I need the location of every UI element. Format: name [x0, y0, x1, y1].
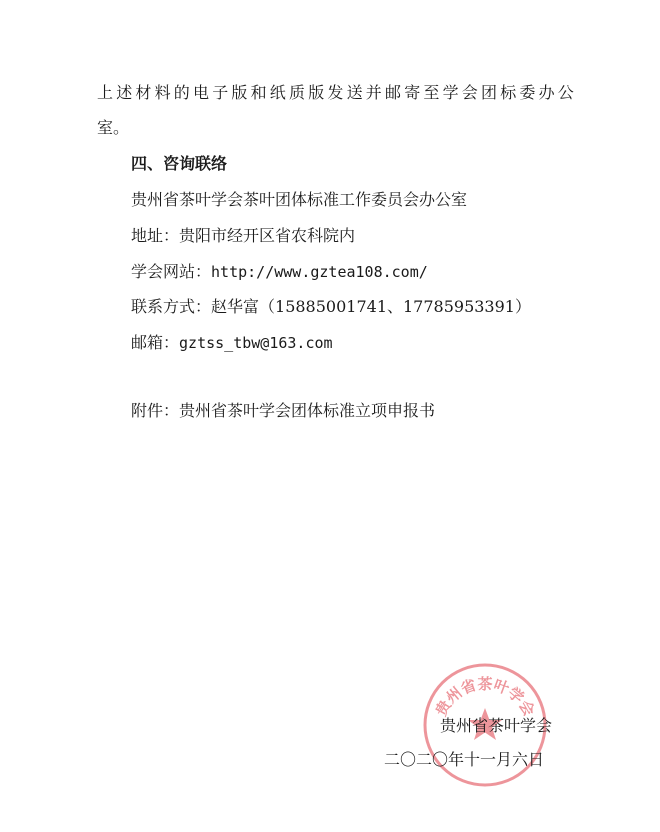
- email-line: [131, 332, 333, 354]
- paragraph-line-1: 上述材料的电子版和纸质版发送并邮寄至学会团标委办公: [97, 83, 578, 102]
- contact-value: 赵华富（15885001741、17785953391）: [211, 297, 531, 316]
- seal-text: 贵州省茶叶学会: [431, 675, 539, 720]
- email-label: 邮箱：: [131, 333, 180, 352]
- website-label: 学会网站：: [131, 262, 212, 281]
- email-address[interactable]: gztss_tbw@163.com: [179, 334, 333, 352]
- paragraph-line-2: 室。: [97, 118, 130, 137]
- signature-organization: 贵州省茶叶学会: [440, 716, 553, 735]
- website-line: [131, 261, 428, 283]
- address-line: [131, 225, 355, 247]
- signature-date: 二〇二〇年十一月六日: [384, 750, 545, 769]
- contact-line: [131, 296, 531, 318]
- section-heading-contact: 四、咨询联络: [131, 154, 228, 173]
- office-name: 贵州省茶叶学会茶叶团体标准工作委员会办公室: [131, 190, 468, 209]
- contact-label: 联系方式：: [131, 297, 212, 316]
- attachment-line: 附件：贵州省茶叶学会团体标准立项申报书: [131, 401, 436, 420]
- address-value: 贵阳市经开区省农科院内: [179, 226, 356, 245]
- address-label: 地址：: [131, 226, 180, 245]
- website-link[interactable]: http://www.gztea108.com/: [211, 263, 428, 281]
